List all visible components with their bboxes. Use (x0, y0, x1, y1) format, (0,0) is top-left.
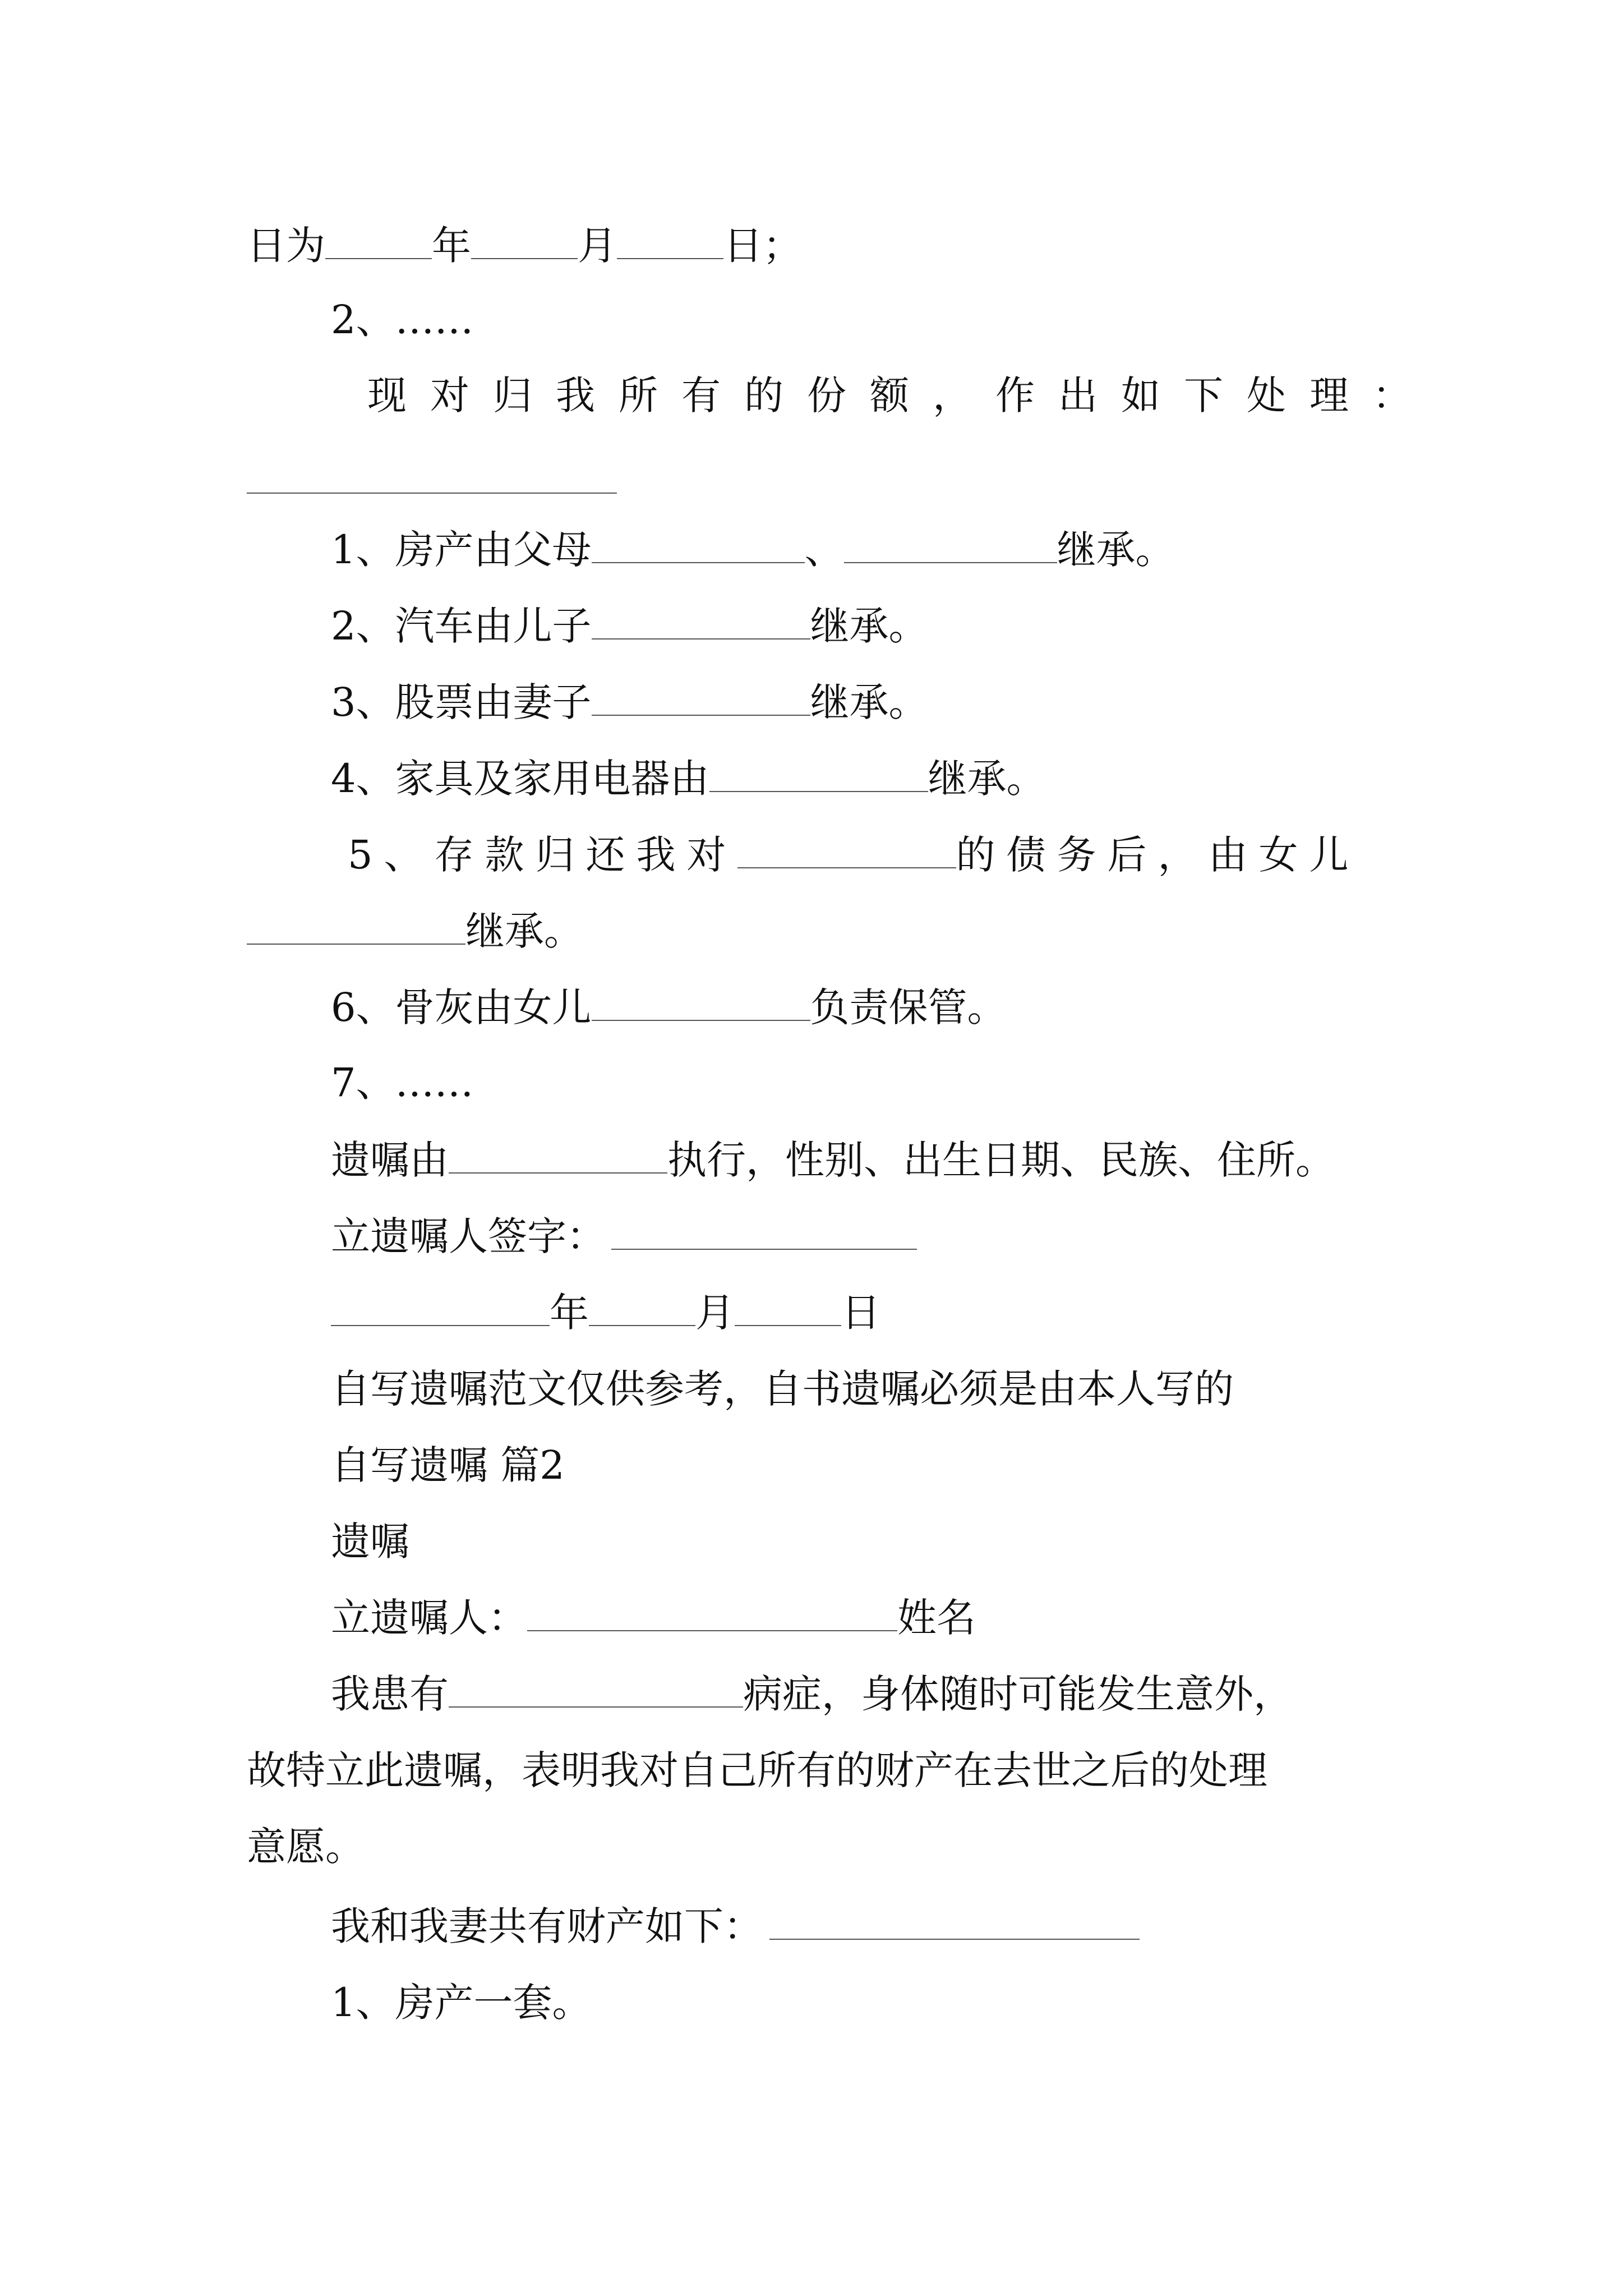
text: 立遗嘱人： (331, 1595, 527, 1641)
list-item (331, 674, 928, 730)
blank-line (247, 470, 617, 494)
paragraph-line (247, 903, 583, 959)
text: 自写遗嘱 篇2 (331, 1442, 565, 1488)
paragraph-line (247, 1742, 1267, 1798)
text: 我患有 (331, 1671, 449, 1717)
list-item (331, 292, 474, 348)
list-item (331, 522, 1175, 578)
text: 继承。 (465, 908, 583, 954)
text: 、 (804, 527, 844, 573)
text: 2、汽车由儿子 (331, 603, 592, 649)
year-blank (325, 223, 432, 259)
month-blank (471, 223, 578, 259)
text: 立遗嘱人签字： (331, 1213, 606, 1259)
text: 自写遗嘱范文仅供参考，自书遗嘱必须是由本人写的 (331, 1366, 1234, 1412)
text: 负责保管。 (810, 984, 1007, 1030)
date-line (331, 1285, 880, 1341)
list-item (331, 598, 928, 654)
list-item (331, 1975, 592, 2031)
name-blank (527, 1595, 897, 1631)
text: 的债务后，由女儿 (956, 832, 1360, 878)
list-item (331, 751, 1046, 807)
text: 继承。 (810, 679, 928, 725)
month-blank (589, 1290, 695, 1326)
executor-blank (449, 1138, 667, 1174)
text: 执行，性别、出生日期、民族、住所。 (667, 1137, 1335, 1183)
signature-blank (611, 1214, 917, 1250)
heir-blank (592, 527, 805, 563)
text: 5、存款归还我对 (348, 832, 737, 878)
testator-line (331, 1590, 976, 1646)
text: 继承。 (928, 756, 1046, 802)
text: 年 (550, 1290, 589, 1336)
paragraph-line (367, 367, 1435, 424)
section-heading (331, 1437, 565, 1493)
text: 月 (695, 1290, 735, 1336)
text: 遗嘱由 (331, 1137, 449, 1183)
heir-blank (592, 604, 810, 639)
text: 日； (723, 223, 802, 269)
text: 遗嘱 (331, 1519, 409, 1565)
paragraph-line (331, 1666, 1293, 1722)
text: 7、…… (331, 1060, 474, 1106)
heir-blank (592, 680, 810, 716)
text: 故特立此遗嘱，表明我对自己所有的财产在去世之后的处理 (247, 1747, 1267, 1793)
list-item (331, 1055, 474, 1111)
heir-blank (844, 527, 1057, 563)
paragraph-line (247, 1819, 365, 1875)
text: 继承。 (810, 603, 928, 649)
creditor-blank (737, 832, 956, 868)
text: 意愿。 (247, 1824, 365, 1870)
paragraph-line (331, 1898, 1140, 1954)
text: 6、骨灰由女儿 (331, 984, 592, 1030)
year-blank (331, 1290, 550, 1326)
day-blank (617, 223, 723, 259)
text: 1、房产一套。 (331, 1980, 592, 2026)
list-item (348, 827, 1360, 883)
text: 2、…… (331, 297, 474, 343)
day-blank (735, 1290, 841, 1326)
text: 病症，身体随时可能发生意外， (743, 1671, 1293, 1717)
text: 3、股票由妻子 (331, 679, 592, 725)
date-line (247, 218, 802, 274)
signature-line (331, 1208, 917, 1264)
paragraph-line (331, 1132, 1335, 1188)
text: 现对归我所有的份额，作出如下处理： (367, 372, 1435, 418)
text: 年 (432, 223, 471, 269)
text: 姓名 (897, 1595, 976, 1641)
heir-blank (592, 985, 810, 1021)
text: 继承。 (1057, 527, 1175, 573)
text: 1、房产由父母 (331, 527, 592, 573)
text: 日为 (247, 223, 325, 269)
paragraph-line (331, 1361, 1234, 1417)
property-blank (769, 1904, 1140, 1940)
illness-blank (449, 1672, 743, 1708)
list-item (331, 979, 1007, 1036)
text: 我和我妻共有财产如下： (331, 1903, 763, 1949)
text: 月 (578, 223, 617, 269)
document-title (331, 1513, 409, 1570)
text: 4、家具及家用电器由 (331, 756, 709, 802)
text: 日 (841, 1290, 880, 1336)
heir-blank (247, 909, 465, 945)
heir-blank (709, 756, 928, 792)
